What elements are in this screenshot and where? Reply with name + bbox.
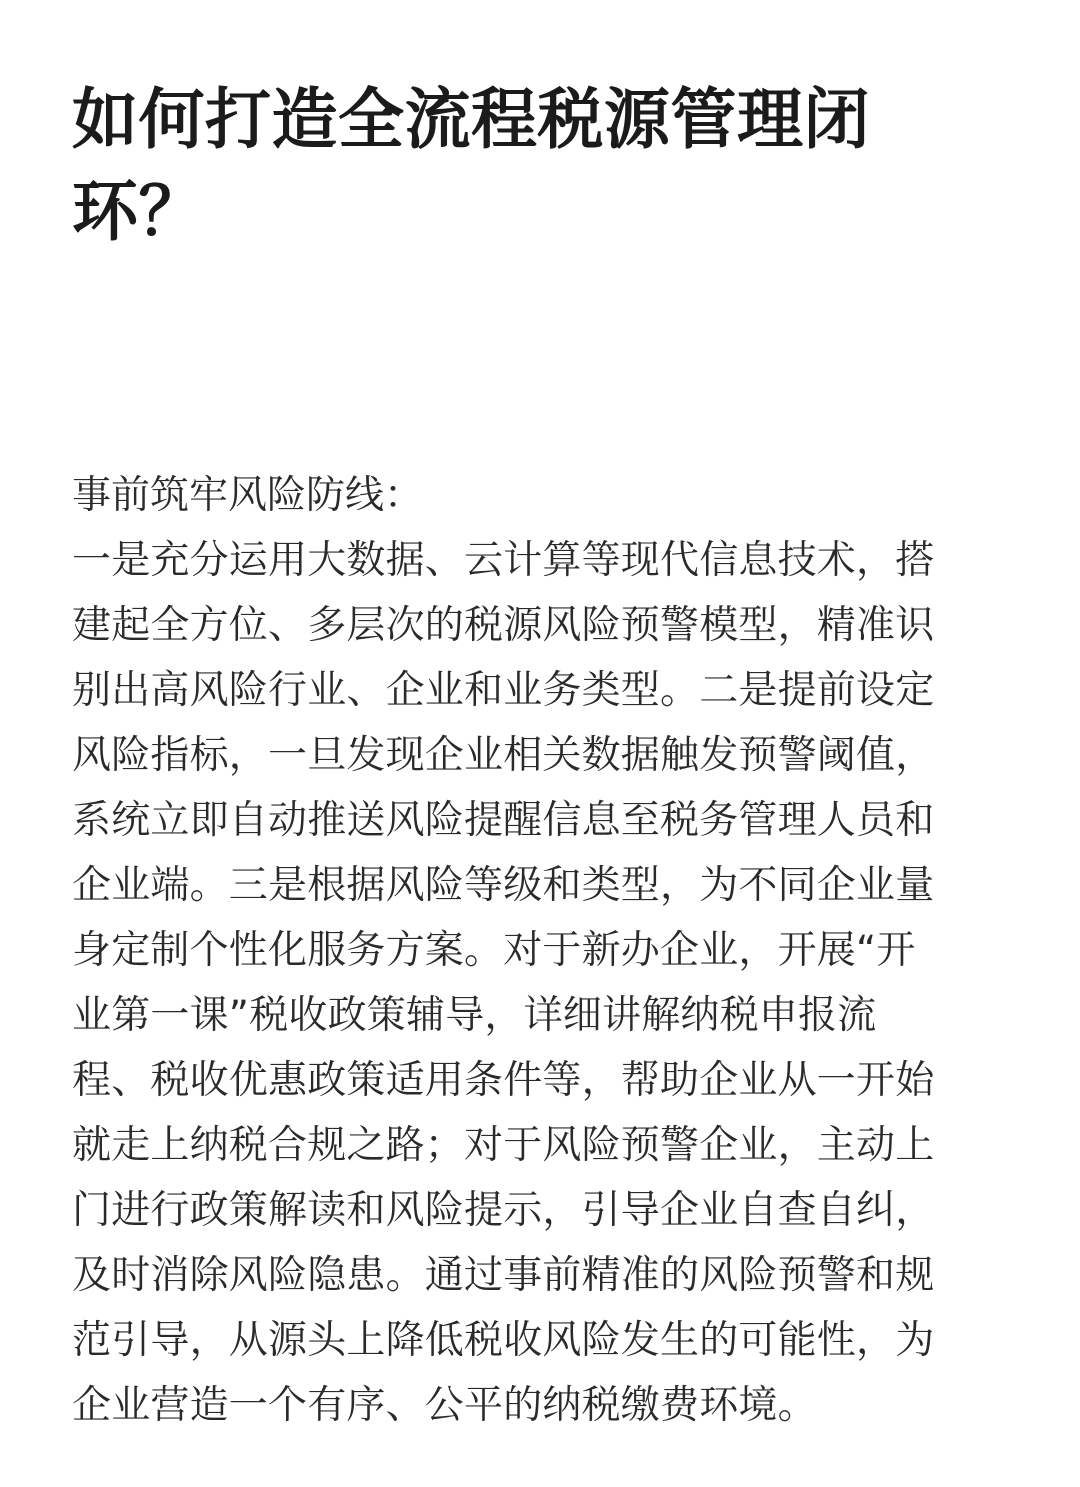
title-line: 环？	[72, 173, 205, 250]
body-line: 业第一课”税收政策辅导，详细讲解纳税申报流	[72, 993, 877, 1038]
body-line: 一是充分运用大数据、云计算等现代信息技术，搭	[72, 538, 935, 583]
body-line: 企业营造一个有序、公平的纳税缴费环境。	[72, 1383, 817, 1428]
section-heading: 事前筑牢风险防线：	[72, 473, 424, 518]
body-line: 门进行政策解读和风险提示，引导企业自查自纠，	[72, 1188, 935, 1233]
body-line: 范引导，从源头上降低税收风险发生的可能性，为	[72, 1318, 935, 1363]
body-line: 建起全方位、多层次的税源风险预警模型，精准识	[72, 603, 935, 648]
article-title	[72, 74, 932, 258]
body-line: 就走上纳税合规之路；对于风险预警企业，主动上	[72, 1123, 935, 1168]
body-line: 程、税收优惠政策适用条件等，帮助企业从一开始	[72, 1058, 935, 1103]
title-line: 如何打造全流程税源管理闭	[72, 81, 870, 158]
article-body	[72, 463, 1012, 1438]
body-line: 系统立即自动推送风险提醒信息至税务管理人员和	[72, 798, 935, 843]
body-line: 身定制个性化服务方案。对于新办企业，开展“开	[72, 928, 916, 973]
body-line: 别出高风险行业、企业和业务类型。二是提前设定	[72, 668, 935, 713]
body-line: 企业端。三是根据风险等级和类型，为不同企业量	[72, 863, 935, 908]
body-line: 风险指标，一旦发现企业相关数据触发预警阈值，	[72, 733, 935, 778]
body-line: 及时消除风险隐患。通过事前精准的风险预警和规	[72, 1253, 935, 1298]
